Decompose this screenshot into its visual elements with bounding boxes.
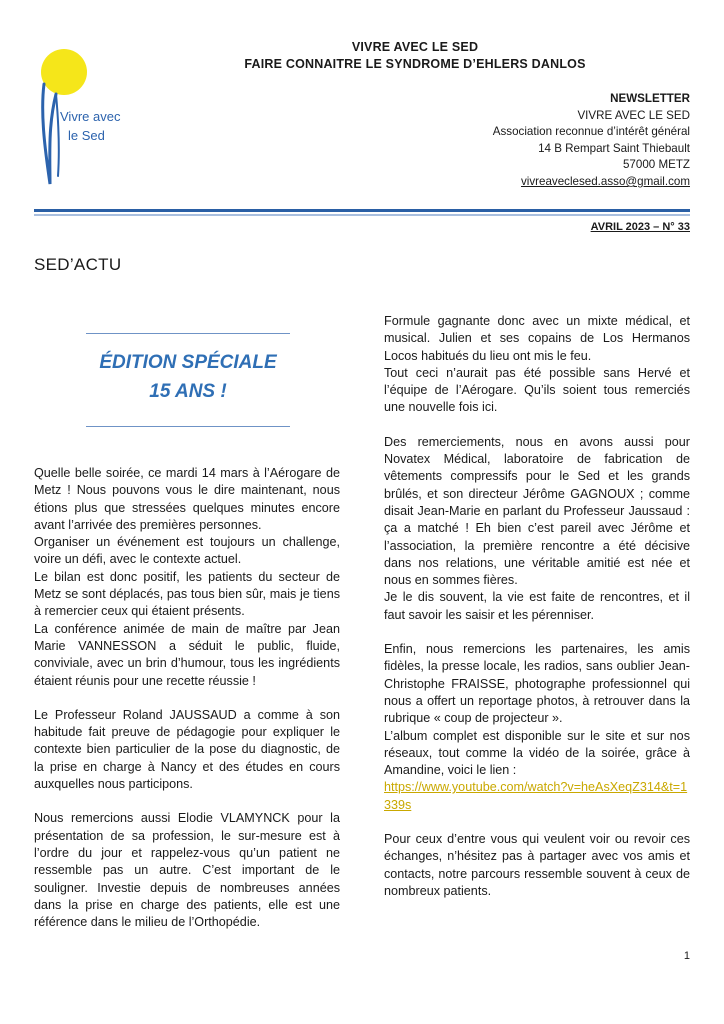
org-email-link[interactable]: vivreaveclesed.asso@gmail.com — [521, 174, 690, 188]
header-rule-thick — [34, 209, 690, 212]
paragraph: Pour ceux d’entre vous qui veulent voir ou revoir ces échanges, n’hésitez pas à partager avec vos amis et contacts, notre parcours ressemble souvent à ceux de nombreux patients. — [384, 832, 690, 898]
logo-figure-icon — [43, 84, 56, 184]
paragraph: Formule gagnante donc avec un mixte médical, et musical. Julien et ses copains de Los Hermanos Locos habitués du lieu ont mis le feu. — [384, 314, 690, 363]
header-rule-thin — [34, 214, 690, 216]
right-column — [384, 313, 690, 900]
org-city: 57000 METZ — [622, 158, 690, 172]
special-edition-box — [86, 333, 290, 427]
header-title-line1: VIVRE AVEC LE SED — [351, 40, 479, 54]
logo-text-line2: le Sed — [68, 128, 105, 143]
logo-sun-icon — [41, 49, 87, 95]
paragraph: Des remerciements, nous en avons aussi pour Novatex Médical, laboratoire de fabrication de vêtements compressifs pour le Sed et les grands brûlés, et son directeur Jérôme GAGNOUX ; comme disait Jean-Marie en parlant du Professeur Jaussaud : ça a matché ! Eh bien c’est pareil avec Jérôme et l’association, la première rencontre a été décisive dans nos relations, une véritable amitié est née et nous en sommes fières. — [384, 434, 690, 588]
paragraph: Tout ceci n’aurait pas été possible sans Hervé et l’équipe de l’Aérogare. Qu’ils soient tous remerciés une nouvelle fois ici. — [384, 365, 690, 415]
video-link[interactable]: https://www.youtube.com/watch?v=heAsXeqZ314&t=1339s — [384, 780, 688, 812]
paragraph: Le Professeur Roland JAUSSAUD a comme à son habitude fait preuve de pédagogie pour expliquer le contexte bien particulier de la pose du diagnostic, de la prise en charge à Nancy et des études en cours auxquelles nous participons. — [34, 707, 340, 792]
logo-text-line1: Vivre avec — [60, 109, 121, 124]
paragraph: Je le dis souvent, la vie est faite de rencontres, et il faut savoir les saisir et les pérenniser. — [384, 590, 690, 622]
special-edition-line2: 15 ANS ! — [149, 381, 227, 402]
paragraph: Enfin, nous remercions les partenaires, les amis fidèles, la presse locale, les radios, sans oublier Jean-Christophe FRAISSE, photographe professionnel qui nous a offert un reportage photos, à retrouver dans la rubrique « coup de projecteur ». — [384, 642, 690, 726]
org-street: 14 B Rempart Saint Thiebault — [538, 141, 690, 155]
paragraph: Nous remercions aussi Elodie VLAMYNCK pour la présentation de sa profession, le sur-mesure est à l’ordre du jour et rappelez-vous qu’un patient ne ressemble pas un autre. C’est important de le souligner. Investie depuis de nombreuses années dans la prise en charge des patients, elle est une référence dans le milieu de l’Orthopédie. — [34, 811, 340, 930]
paragraph: L’album complet est disponible sur le site et sur nos réseaux, tout comme la vidéo de la soirée, grâce à Amandine, voici le lien : — [384, 728, 690, 778]
logo — [36, 46, 136, 188]
paragraph: La conférence animée de main de maître par Jean Marie VANNESSON a séduit le public, fluide, conviviale, avec un brin d’humour, tous les ingrédients étaient réunis pour une recette réussie ! — [34, 621, 340, 688]
newsletter-label: NEWSLETTER — [610, 92, 690, 105]
issue-number: AVRIL 2023 – N° 33 — [590, 221, 690, 233]
paragraph: Organiser un événement est toujours un challenge, voire un défi, avec le contexte actuel. — [34, 535, 340, 567]
section-title: SED’ACTU — [34, 255, 122, 274]
page-number: 1 — [683, 950, 690, 962]
paragraph: Quelle belle soirée, ce mardi 14 mars à l’Aérogare de Metz ! Nous pouvons vous le dire maintenant, nous étions plus que stressées quelques minutes encore avant l’arrivée des premières personnes. — [34, 466, 340, 532]
paragraph: Le bilan est donc positif, les patients du secteur de Metz se sont déplacés, pas tous bien sûr, mais je tiens à remercier ceux qui étaient présents. — [34, 569, 340, 619]
header-title-line2: FAIRE CONNAITRE LE SYNDROME D’EHLERS DANLOS — [244, 57, 586, 71]
org-status: Association reconnue d’intérêt général — [492, 125, 690, 139]
org-name: VIVRE AVEC LE SED — [577, 108, 690, 122]
left-column — [34, 465, 340, 931]
special-edition-line1: ÉDITION SPÉCIALE — [99, 352, 277, 373]
address-block — [493, 91, 690, 191]
